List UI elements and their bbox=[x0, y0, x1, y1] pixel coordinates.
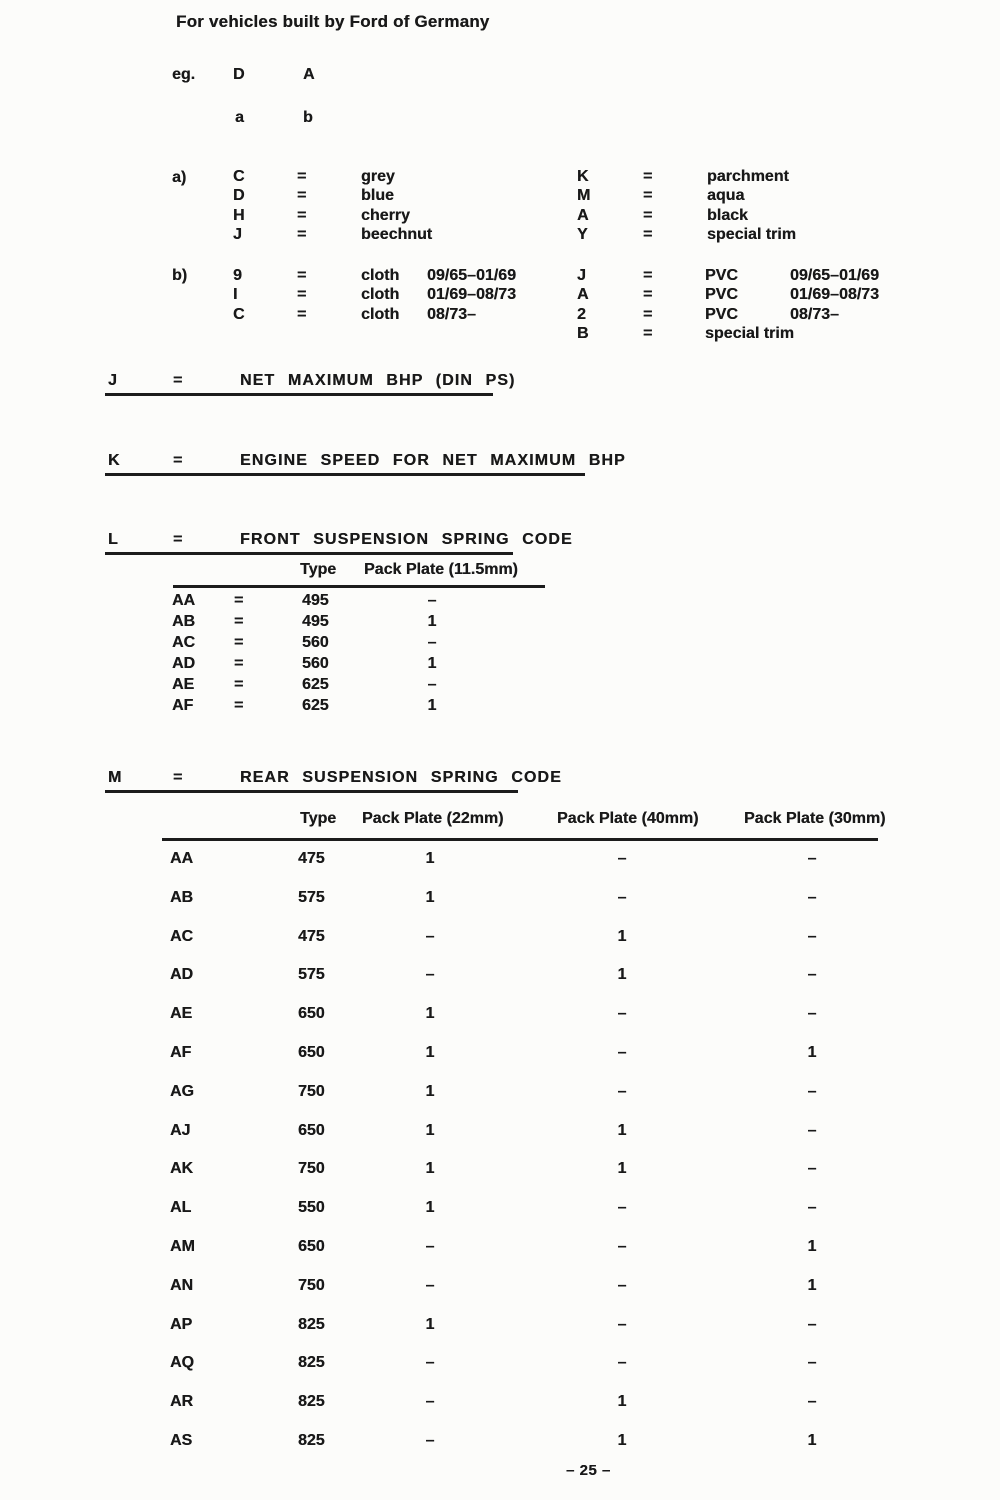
table-row bbox=[0, 634, 1000, 655]
equals-sign: = bbox=[234, 592, 244, 609]
definition-title: FRONT SUSPENSION SPRING CODE bbox=[240, 531, 573, 548]
pack-plate-30-cell: – bbox=[807, 1354, 817, 1372]
page-number: – 25 – bbox=[566, 1462, 611, 1479]
pack-plate-22-cell: 1 bbox=[425, 1043, 435, 1061]
code-cell: C bbox=[233, 168, 245, 185]
code-cell: 2 bbox=[577, 305, 586, 323]
definition-title: REAR SUSPENSION SPRING CODE bbox=[240, 769, 562, 786]
code-cell: D bbox=[233, 187, 245, 205]
pack-plate-cell: – bbox=[427, 676, 437, 693]
rear-springs-table bbox=[0, 850, 1000, 1471]
spring-code-cell: AQ bbox=[170, 1354, 194, 1372]
material-cell: special trim bbox=[705, 324, 794, 342]
pack-plate-30-cell: – bbox=[807, 1199, 817, 1217]
spring-code-cell: AF bbox=[172, 697, 194, 714]
type-cell: 495 bbox=[302, 592, 329, 609]
spring-code-cell: AJ bbox=[170, 1121, 191, 1139]
code-row bbox=[577, 225, 796, 244]
pack-plate-22-cell: 1 bbox=[425, 1082, 435, 1100]
definition-code: K bbox=[108, 452, 120, 469]
type-cell: 495 bbox=[302, 613, 329, 630]
table-row bbox=[0, 966, 1000, 1005]
pack-plate-30-cell: 1 bbox=[807, 1237, 817, 1255]
pack-plate-cell: 1 bbox=[427, 697, 437, 714]
value-cell: cherry bbox=[361, 206, 410, 224]
pack-plate-40-cell: 1 bbox=[617, 927, 627, 945]
code-cell: J bbox=[233, 225, 242, 243]
section-b-label: b) bbox=[172, 267, 188, 284]
pack-plate-40-cell: – bbox=[617, 888, 627, 906]
pack-plate-30-cell: – bbox=[807, 1160, 817, 1178]
equals-sign: = bbox=[234, 676, 244, 693]
pack-plate-30-cell: – bbox=[807, 888, 817, 906]
section-b-left-list bbox=[233, 266, 516, 324]
period-cell: 01/69–08/73 bbox=[427, 286, 516, 304]
example-code-2: A bbox=[303, 66, 315, 83]
equals-sign: = bbox=[173, 372, 183, 389]
pack-plate-40-cell: – bbox=[617, 1005, 627, 1023]
pack-plate-40-cell: 1 bbox=[617, 1393, 627, 1411]
spring-code-cell: AF bbox=[170, 1043, 192, 1061]
pack-plate-40-cell: 1 bbox=[617, 966, 627, 984]
table-row bbox=[0, 676, 1000, 697]
section-a-left-list bbox=[233, 167, 432, 244]
spring-code-cell: AL bbox=[170, 1199, 192, 1217]
value-cell: beechnut bbox=[361, 225, 433, 243]
underline-rule bbox=[105, 790, 518, 793]
table-row bbox=[0, 1393, 1000, 1432]
pack-plate-40-cell: – bbox=[617, 1043, 627, 1061]
equals-sign: = bbox=[643, 225, 653, 243]
equals-sign: = bbox=[297, 206, 307, 224]
value-cell: parchment bbox=[707, 168, 789, 185]
equals-sign: = bbox=[643, 267, 653, 284]
pack-plate-40-cell: – bbox=[617, 1354, 627, 1372]
pack-plate-30-cell: 1 bbox=[807, 1431, 817, 1449]
underline-rule bbox=[105, 552, 513, 555]
code-cell: A bbox=[577, 286, 589, 304]
spring-code-cell: AA bbox=[170, 850, 194, 867]
pack-plate-40-cell: 1 bbox=[617, 1121, 627, 1139]
type-cell: 750 bbox=[298, 1276, 325, 1294]
equals-sign: = bbox=[297, 267, 307, 284]
pack-plate-22-cell: – bbox=[425, 1237, 435, 1255]
code-cell: K bbox=[577, 168, 589, 185]
equals-sign: = bbox=[643, 168, 653, 185]
definition-m bbox=[0, 769, 1000, 799]
code-row bbox=[233, 186, 432, 205]
pack-plate-30-cell: – bbox=[807, 1121, 817, 1139]
pack-plate-22-cell: 1 bbox=[425, 888, 435, 906]
value-cell: grey bbox=[361, 168, 395, 185]
equals-sign: = bbox=[297, 286, 307, 304]
period-cell: 08/73– bbox=[427, 305, 476, 323]
equals-sign: = bbox=[297, 225, 307, 243]
column-header-pack-plate: Pack Plate (11.5mm) bbox=[364, 561, 518, 578]
code-row bbox=[577, 266, 879, 285]
code-row bbox=[233, 266, 516, 285]
page-title: For vehicles built by Ford of Germany bbox=[176, 12, 490, 31]
pack-plate-30-cell: – bbox=[807, 927, 817, 945]
table-row bbox=[0, 1160, 1000, 1199]
code-row bbox=[233, 305, 516, 324]
table-row bbox=[0, 697, 1000, 718]
column-header-pack-plate-22: Pack Plate (22mm) bbox=[362, 810, 504, 827]
pack-plate-22-cell: – bbox=[425, 1276, 435, 1294]
code-row bbox=[577, 167, 796, 186]
pack-plate-40-cell: 1 bbox=[617, 1160, 627, 1178]
value-cell: special trim bbox=[707, 225, 796, 243]
table-header-rule bbox=[162, 838, 878, 841]
code-row bbox=[233, 225, 432, 244]
pack-plate-cell: 1 bbox=[427, 613, 437, 630]
type-cell: 475 bbox=[298, 927, 325, 945]
pack-plate-22-cell: 1 bbox=[425, 850, 435, 867]
code-cell: M bbox=[577, 187, 591, 205]
front-springs-table bbox=[0, 592, 1000, 718]
type-cell: 625 bbox=[302, 697, 329, 714]
period-cell: 09/65–01/69 bbox=[427, 267, 516, 284]
material-cell: cloth bbox=[361, 305, 400, 323]
spring-code-cell: AD bbox=[172, 655, 196, 672]
spring-code-cell: AA bbox=[172, 592, 196, 609]
spring-code-cell: AC bbox=[170, 927, 194, 945]
code-row bbox=[577, 206, 796, 225]
code-cell: I bbox=[233, 286, 238, 304]
material-cell: cloth bbox=[361, 286, 400, 304]
table-row bbox=[0, 1238, 1000, 1277]
table-row bbox=[0, 850, 1000, 889]
code-row bbox=[577, 305, 879, 324]
equals-sign: = bbox=[643, 286, 653, 304]
material-cell: PVC bbox=[705, 305, 738, 323]
table-row bbox=[0, 592, 1000, 613]
pack-plate-30-cell: – bbox=[807, 966, 817, 984]
type-cell: 560 bbox=[302, 634, 329, 651]
equals-sign: = bbox=[234, 634, 244, 651]
example-ref-b: b bbox=[303, 109, 313, 126]
table-row bbox=[0, 655, 1000, 676]
code-cell: Y bbox=[577, 225, 588, 243]
equals-sign: = bbox=[297, 187, 307, 205]
code-cell: J bbox=[577, 267, 586, 284]
spring-code-cell: AR bbox=[170, 1393, 194, 1411]
value-cell: blue bbox=[361, 187, 394, 205]
type-cell: 650 bbox=[298, 1121, 325, 1139]
equals-sign: = bbox=[643, 305, 653, 323]
table-row bbox=[0, 1199, 1000, 1238]
type-cell: 575 bbox=[298, 888, 325, 906]
table-header-rule bbox=[173, 585, 545, 588]
table-row bbox=[0, 613, 1000, 634]
column-header-pack-plate-40: Pack Plate (40mm) bbox=[557, 810, 699, 827]
spring-code-cell: AM bbox=[170, 1237, 195, 1255]
pack-plate-30-cell: 1 bbox=[807, 1043, 817, 1061]
equals-sign: = bbox=[173, 769, 183, 786]
equals-sign: = bbox=[297, 168, 307, 185]
pack-plate-cell: 1 bbox=[427, 655, 437, 672]
pack-plate-22-cell: – bbox=[425, 1354, 435, 1372]
pack-plate-22-cell: – bbox=[425, 1431, 435, 1449]
equals-sign: = bbox=[234, 655, 244, 672]
code-cell: C bbox=[233, 305, 245, 323]
spring-code-cell: AK bbox=[170, 1160, 194, 1178]
type-cell: 560 bbox=[302, 655, 329, 672]
material-cell: cloth bbox=[361, 267, 400, 284]
pack-plate-40-cell: – bbox=[617, 1237, 627, 1255]
type-cell: 550 bbox=[298, 1199, 325, 1217]
pack-plate-cell: – bbox=[427, 592, 437, 609]
spring-code-cell: AG bbox=[170, 1082, 194, 1100]
type-cell: 750 bbox=[298, 1082, 325, 1100]
table-row bbox=[0, 1277, 1000, 1316]
underline-rule bbox=[105, 393, 493, 396]
definition-title: NET MAXIMUM BHP (DIN PS) bbox=[240, 372, 516, 389]
column-header-pack-plate-30: Pack Plate (30mm) bbox=[744, 810, 886, 827]
definition-l bbox=[0, 531, 1000, 561]
table-row bbox=[0, 1432, 1000, 1471]
underline-rule bbox=[105, 473, 585, 476]
code-cell: A bbox=[577, 206, 589, 224]
table-row bbox=[0, 1005, 1000, 1044]
table-row bbox=[0, 1354, 1000, 1393]
pack-plate-30-cell: – bbox=[807, 1082, 817, 1100]
spring-code-cell: AS bbox=[170, 1431, 193, 1449]
definition-code: J bbox=[108, 372, 117, 389]
pack-plate-30-cell: 1 bbox=[807, 1276, 817, 1294]
pack-plate-30-cell: – bbox=[807, 1393, 817, 1411]
table-row bbox=[0, 889, 1000, 928]
section-a-label: a) bbox=[172, 169, 187, 186]
pack-plate-cell: – bbox=[427, 634, 437, 651]
table-row bbox=[0, 928, 1000, 967]
code-cell: 9 bbox=[233, 267, 242, 284]
pack-plate-40-cell: – bbox=[617, 1276, 627, 1294]
pack-plate-30-cell: – bbox=[807, 850, 817, 867]
pack-plate-40-cell: – bbox=[617, 850, 627, 867]
spring-code-cell: AB bbox=[172, 613, 196, 630]
spring-code-cell: AN bbox=[170, 1276, 194, 1294]
type-cell: 825 bbox=[298, 1315, 325, 1333]
spring-code-cell: AB bbox=[170, 888, 194, 906]
type-cell: 650 bbox=[298, 1237, 325, 1255]
value-cell: aqua bbox=[707, 187, 745, 205]
material-cell: PVC bbox=[705, 286, 738, 304]
section-a-right-list bbox=[577, 167, 796, 244]
example-ref-a: a bbox=[235, 109, 244, 126]
table-row bbox=[0, 1316, 1000, 1355]
spring-code-cell: AP bbox=[170, 1315, 193, 1333]
pack-plate-40-cell: – bbox=[617, 1199, 627, 1217]
table-row bbox=[0, 1083, 1000, 1122]
section-b-right-list bbox=[577, 266, 879, 343]
definition-title: ENGINE SPEED FOR NET MAXIMUM BHP bbox=[240, 452, 626, 469]
column-header-type: Type bbox=[300, 810, 337, 827]
example-code-1: D bbox=[233, 66, 245, 83]
table-row bbox=[0, 1122, 1000, 1161]
pack-plate-22-cell: – bbox=[425, 966, 435, 984]
pack-plate-22-cell: – bbox=[425, 1393, 435, 1411]
code-row bbox=[577, 186, 796, 205]
code-cell: B bbox=[577, 324, 589, 342]
pack-plate-22-cell: 1 bbox=[425, 1315, 435, 1333]
equals-sign: = bbox=[643, 206, 653, 224]
definition-k bbox=[0, 452, 1000, 482]
type-cell: 625 bbox=[302, 676, 329, 693]
code-row bbox=[233, 285, 516, 304]
equals-sign: = bbox=[234, 613, 244, 630]
code-row bbox=[233, 167, 432, 186]
spring-code-cell: AD bbox=[170, 966, 194, 984]
value-cell: black bbox=[707, 206, 748, 224]
example-label: eg. bbox=[172, 66, 196, 83]
definition-j bbox=[0, 372, 1000, 402]
equals-sign: = bbox=[643, 187, 653, 205]
type-cell: 825 bbox=[298, 1354, 325, 1372]
pack-plate-22-cell: 1 bbox=[425, 1121, 435, 1139]
code-cell: H bbox=[233, 206, 245, 224]
column-header-type: Type bbox=[300, 561, 337, 578]
code-row bbox=[577, 324, 879, 343]
table-row bbox=[0, 1044, 1000, 1083]
definition-code: M bbox=[108, 769, 122, 786]
pack-plate-30-cell: – bbox=[807, 1005, 817, 1023]
code-row bbox=[577, 285, 879, 304]
equals-sign: = bbox=[643, 324, 653, 342]
period-cell: 09/65–01/69 bbox=[790, 267, 879, 284]
type-cell: 650 bbox=[298, 1005, 325, 1023]
equals-sign: = bbox=[173, 531, 183, 548]
period-cell: 01/69–08/73 bbox=[790, 286, 879, 304]
spring-code-cell: AE bbox=[170, 1005, 193, 1023]
pack-plate-40-cell: – bbox=[617, 1315, 627, 1333]
pack-plate-30-cell: – bbox=[807, 1315, 817, 1333]
pack-plate-22-cell: 1 bbox=[425, 1160, 435, 1178]
equals-sign: = bbox=[173, 452, 183, 469]
pack-plate-22-cell: – bbox=[425, 927, 435, 945]
type-cell: 750 bbox=[298, 1160, 325, 1178]
type-cell: 575 bbox=[298, 966, 325, 984]
pack-plate-40-cell: – bbox=[617, 1082, 627, 1100]
type-cell: 475 bbox=[298, 850, 325, 867]
pack-plate-22-cell: 1 bbox=[425, 1199, 435, 1217]
equals-sign: = bbox=[234, 697, 244, 714]
spring-code-cell: AC bbox=[172, 634, 196, 651]
type-cell: 650 bbox=[298, 1043, 325, 1061]
definition-code: L bbox=[108, 531, 118, 548]
equals-sign: = bbox=[297, 305, 307, 323]
type-cell: 825 bbox=[298, 1431, 325, 1449]
material-cell: PVC bbox=[705, 267, 738, 284]
type-cell: 825 bbox=[298, 1393, 325, 1411]
period-cell: 08/73– bbox=[790, 305, 839, 323]
code-row bbox=[233, 206, 432, 225]
pack-plate-40-cell: 1 bbox=[617, 1431, 627, 1449]
spring-code-cell: AE bbox=[172, 676, 195, 693]
pack-plate-22-cell: 1 bbox=[425, 1005, 435, 1023]
